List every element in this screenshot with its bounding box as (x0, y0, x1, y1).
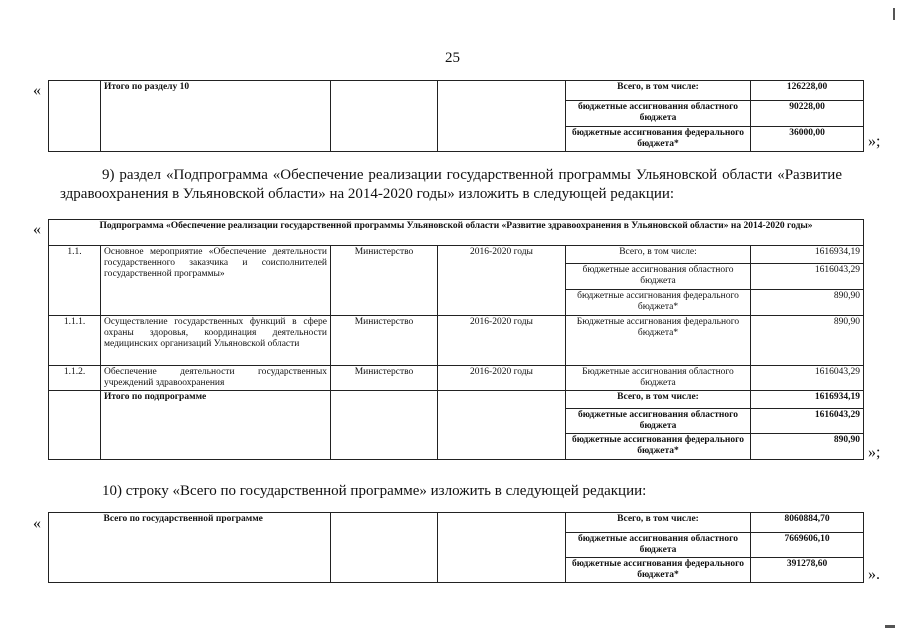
years-cell (438, 513, 566, 583)
paragraph-10: 10) строку «Всего по государственной программе» изложить в следующей редакции: (102, 483, 647, 499)
years-cell (438, 391, 566, 460)
open-quote: « (33, 82, 41, 99)
close-quote: »; (868, 133, 881, 150)
row-number: 1.1.2. (49, 366, 101, 391)
open-quote: « (33, 515, 41, 532)
period: 2016-2020 годы (438, 246, 566, 316)
total-label: Всего, в том числе: (566, 81, 751, 101)
scan-mark (893, 8, 895, 20)
federal-budget-value: 890,90 (751, 290, 864, 316)
executor-cell (331, 81, 438, 152)
section-10-total-table (48, 80, 864, 152)
regional-budget-label: бюджетные ассигнования областного бюджета (566, 533, 751, 558)
executor: Министерство (331, 246, 438, 316)
program-total-label: Всего по государственной программе (101, 513, 331, 583)
regional-budget-value: 1616043,29 (751, 264, 864, 290)
num-cell (49, 391, 101, 460)
total-label: Всего, в том числе: (566, 513, 751, 533)
federal-budget-label: бюджетные ассигнования федерального бюджета* (566, 127, 751, 152)
regional-budget-label: бюджетные ассигнования областного бюджета (566, 409, 751, 434)
page-number: 25 (445, 50, 460, 66)
total-value: 8060884,70 (751, 513, 864, 533)
subprogram-header: Подпрограмма «Обеспечение реализации государственной программы Ульяновской области «Развитие здравоохранения в Ульяновской области» на 2014-2020 годы» (49, 220, 864, 246)
activity-name: Основное мероприятие «Обеспечение деятельности государственного заказчика и соисполнителей государственной программы» (101, 246, 331, 316)
executor-cell (331, 391, 438, 460)
num-cell (49, 81, 101, 152)
executor-cell (331, 513, 438, 583)
regional-budget-value: 1616043,29 (751, 366, 864, 391)
executor: Министерство (331, 366, 438, 391)
period: 2016-2020 годы (438, 316, 566, 366)
row-number: 1.1.1. (49, 316, 101, 366)
activity-name: Обеспечение деятельности государственных учреждений здравоохранения (101, 366, 331, 391)
scan-mark (885, 625, 895, 628)
federal-budget-label: бюджетные ассигнования федерального бюджета* (566, 434, 751, 460)
close-quote: »; (868, 444, 881, 461)
period: 2016-2020 годы (438, 366, 566, 391)
federal-budget-value: 890,90 (751, 434, 864, 460)
federal-budget-value: 890,90 (751, 316, 864, 366)
federal-budget-label: бюджетные ассигнования федерального бюджета* (566, 558, 751, 583)
regional-budget-value: 1616043,29 (751, 409, 864, 434)
regional-budget-value: 7669606,10 (751, 533, 864, 558)
total-label: Всего, в том числе: (566, 246, 751, 264)
subprogram-table (48, 219, 864, 460)
regional-budget-label: бюджетные ассигнования областного бюджета (566, 101, 751, 127)
total-label: Всего, в том числе: (566, 391, 751, 409)
activity-name: Осуществление государственных функций в сфере охраны здоровья, координация деятельности медицинских организаций Ульяновской области (101, 316, 331, 366)
row-number: 1.1. (49, 246, 101, 316)
federal-budget-value: 36000,00 (751, 127, 864, 152)
paragraph-9: 9) раздел «Подпрограмма «Обеспечение реализации государственной программы Ульяновской области «Развитие здравоохранения в Ульяновской области» на 2014-2020 годы» изложить в следующей редакции: (60, 167, 842, 202)
subprogram-total-label: Итого по подпрограмме (101, 391, 331, 460)
close-quote: ». (868, 566, 880, 583)
executor: Министерство (331, 316, 438, 366)
regional-budget-label: бюджетные ассигнования областного бюджета (566, 264, 751, 290)
years-cell (438, 81, 566, 152)
regional-budget-value: 90228,00 (751, 101, 864, 127)
total-value: 1616934,19 (751, 246, 864, 264)
total-value: 126228,00 (751, 81, 864, 101)
program-total-table (48, 512, 864, 583)
regional-budget-label: Бюджетные ассигнования областного бюджета (566, 366, 751, 391)
section-total-label: Итого по разделу 10 (101, 81, 331, 152)
open-quote: « (33, 221, 41, 238)
total-value: 1616934,19 (751, 391, 864, 409)
federal-budget-label: Бюджетные ассигнования федерального бюджета* (566, 316, 751, 366)
federal-budget-value: 391278,60 (751, 558, 864, 583)
num-cell (49, 513, 101, 583)
federal-budget-label: бюджетные ассигнования федерального бюджета* (566, 290, 751, 316)
